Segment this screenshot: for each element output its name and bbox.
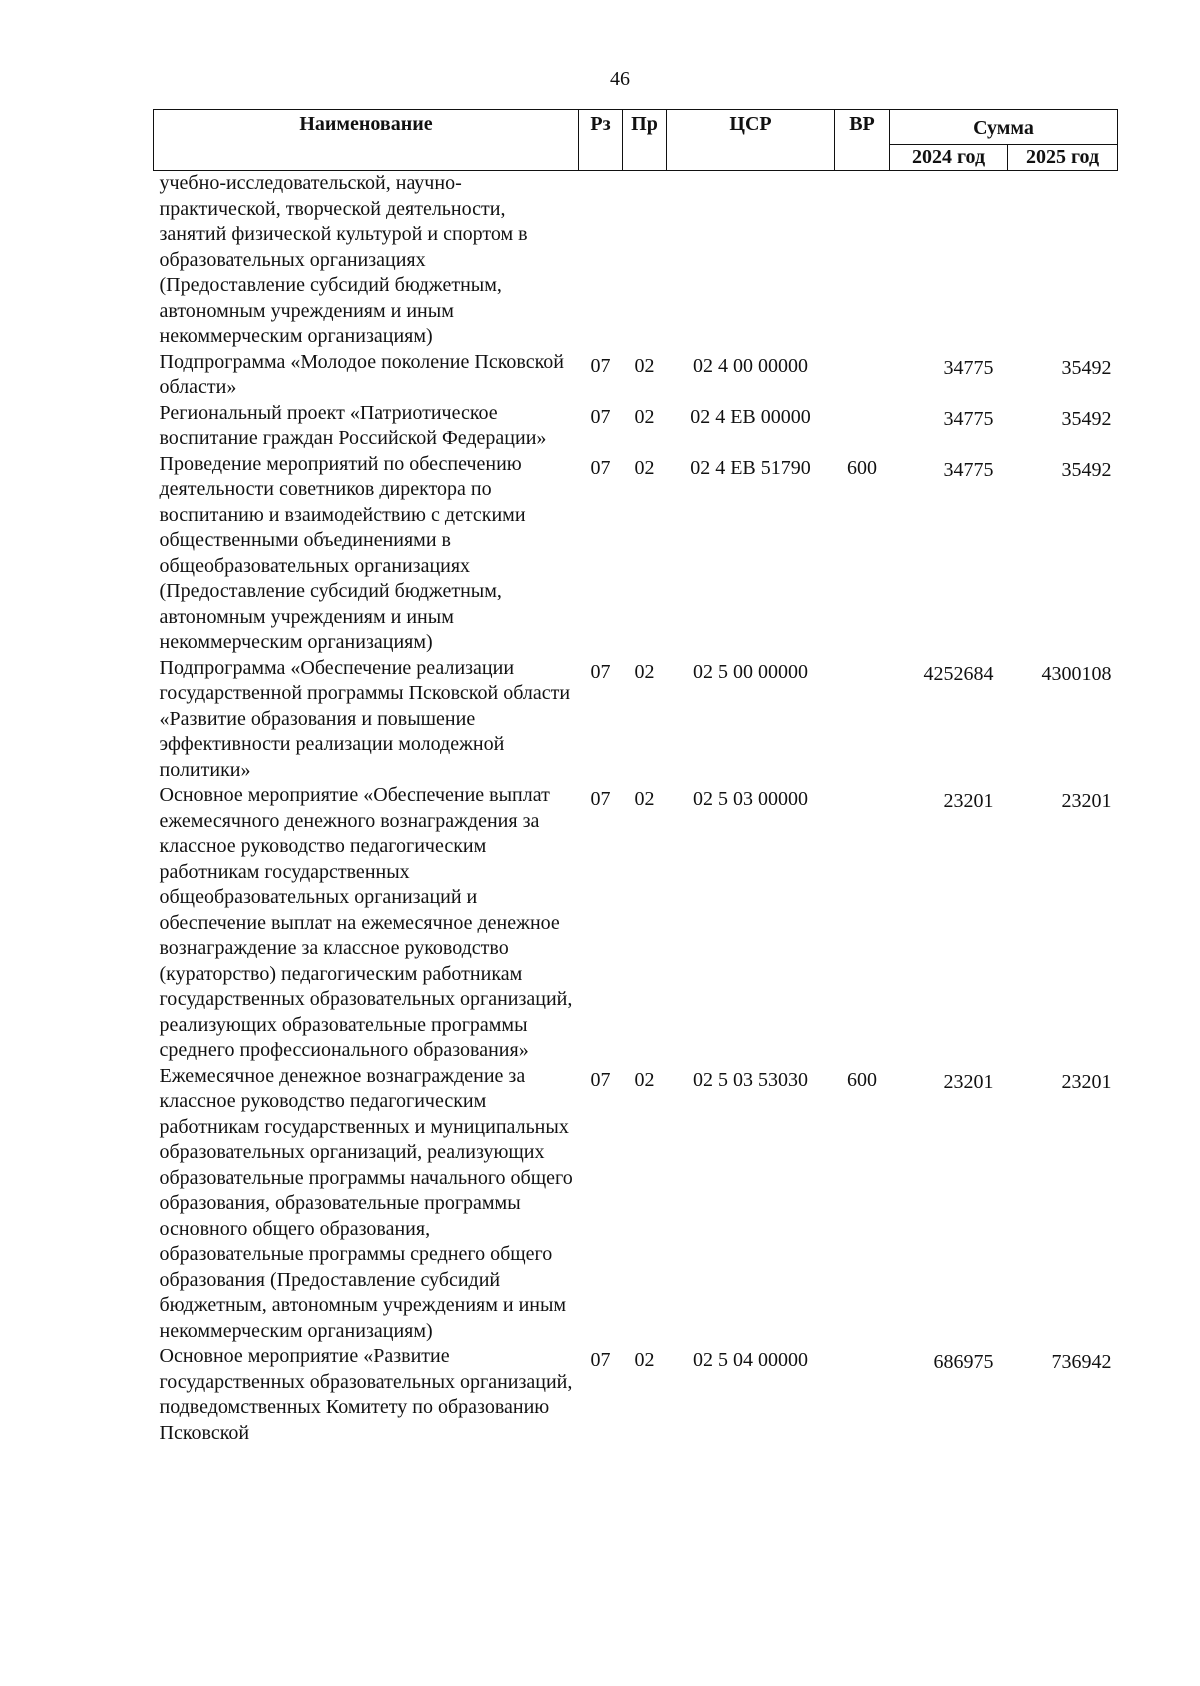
table-row — [154, 350, 1118, 401]
row-csr: 02 4 00 00000 — [693, 354, 808, 377]
header-year-2024: 2024 год — [890, 144, 1008, 171]
row-sum-2025: 4300108 — [1041, 662, 1112, 685]
row-sum-2024: 23201 — [943, 1070, 994, 1093]
row-pr — [623, 171, 667, 350]
row-pr: 02 — [634, 456, 655, 479]
row-name: Ежемесячное денежное вознаграждение за классное руководство педагогическим работникам государственных и муниципальных образовательных организаций, реализующих образовательные программы начального общего образования, образовательные программы основного общего образования, образовательные программы среднего общего образования (Предоставление субсидий бюджетным, автономным учреждениям и иным некоммерческим организациям) — [159, 1064, 573, 1342]
row-vr: 600 — [847, 1068, 877, 1091]
row-csr: 02 4 ЕВ 00000 — [690, 405, 811, 428]
row-vr: 600 — [847, 456, 877, 479]
table-row — [154, 401, 1118, 452]
row-pr: 02 — [634, 788, 655, 810]
table-body — [154, 171, 1118, 1447]
header-name: Наименование — [154, 110, 579, 171]
row-sum-2024 — [890, 171, 1008, 350]
header-csr: ЦСР — [667, 110, 835, 171]
row-csr: 02 4 ЕВ 51790 — [690, 456, 811, 479]
row-csr — [667, 171, 835, 350]
row-rz: 07 — [590, 660, 611, 683]
row-pr: 02 — [634, 1349, 655, 1371]
budget-table — [153, 109, 1118, 1446]
header-rz: Рз — [579, 110, 623, 171]
page-number: 46 — [610, 68, 630, 90]
row-sum-2025: 35492 — [1061, 407, 1112, 430]
row-sum-2025 — [1008, 171, 1118, 350]
row-rz: 07 — [590, 354, 611, 377]
row-name: Основное мероприятие «Обеспечение выплат ежемесячного денежного вознаграждения за классное руководство педагогическим работникам государственных общеобразовательных организаций и обеспечение выплат на ежемесячное денежное вознаграждение за классное руководство (кураторство) педагогическим работникам государственных образовательных организаций, реализующих образовательные программы среднего профессионального образования» — [159, 784, 573, 1061]
row-name: учебно-исследовательской, научно-практической, творческой деятельности, занятий физической культурой и спортом в образовательных организациях (Предоставление субсидий бюджетным, автономным учреждениям и иным некоммерческим организациям) — [159, 172, 528, 347]
header-pr: Пр — [623, 110, 667, 171]
row-vr — [835, 350, 890, 401]
row-sum-2024: 34775 — [943, 356, 994, 379]
row-rz — [579, 171, 623, 350]
row-pr: 02 — [634, 660, 655, 683]
row-sum-2025: 736942 — [1051, 1351, 1112, 1373]
row-rz: 07 — [590, 788, 611, 810]
table-row — [154, 656, 1118, 784]
row-sum-2025: 35492 — [1061, 458, 1112, 481]
row-name: Региональный проект «Патриотическое воспитание граждан Российской Федерации» — [159, 401, 547, 449]
table-header — [154, 110, 1118, 171]
row-name: Подпрограмма «Молодое поколение Псковской области» — [159, 350, 565, 398]
row-rz: 07 — [590, 456, 611, 479]
row-name: Проведение мероприятий по обеспечению деятельности советников директора по воспитанию и взаимодействию с детскими общественными объединениями в общеобразовательных организациях (Предоставление субсидий бюджетным, автономным учреждениям и иным некоммерческим организациям) — [159, 452, 526, 653]
row-vr — [835, 1344, 890, 1446]
header-year-2025: 2025 год — [1008, 144, 1118, 171]
row-csr: 02 5 03 00000 — [693, 788, 808, 810]
row-sum-2025: 23201 — [1061, 1070, 1112, 1093]
row-name: Подпрограмма «Обеспечение реализации государственной программы Псковской области «Развитие образования и повышение эффективности реализации молодежной политики» — [159, 656, 571, 781]
row-sum-2024: 34775 — [943, 458, 994, 481]
row-sum-2024: 34775 — [943, 407, 994, 430]
row-rz: 07 — [590, 1068, 611, 1091]
row-vr — [835, 656, 890, 784]
row-csr: 02 5 00 00000 — [693, 660, 808, 683]
row-vr — [835, 401, 890, 452]
header-sum: Сумма — [890, 110, 1118, 145]
row-sum-2025: 23201 — [1061, 790, 1112, 812]
row-pr: 02 — [634, 405, 655, 428]
header-vr: ВР — [835, 110, 890, 171]
table-row — [154, 783, 1118, 1064]
table-row — [154, 452, 1118, 656]
row-pr: 02 — [634, 354, 655, 377]
row-sum-2025: 35492 — [1061, 356, 1112, 379]
table-row — [154, 1064, 1118, 1345]
table-row — [154, 1344, 1118, 1446]
row-vr — [835, 783, 890, 1064]
row-sum-2024: 686975 — [933, 1351, 994, 1373]
table-row — [154, 171, 1118, 350]
row-csr: 02 5 04 00000 — [693, 1349, 808, 1371]
row-name: Основное мероприятие «Развитие государственных образовательных организаций, подведомственных Комитету по образованию Псковской — [159, 1345, 573, 1444]
row-vr — [835, 171, 890, 350]
row-pr: 02 — [634, 1068, 655, 1091]
row-rz: 07 — [590, 405, 611, 428]
row-sum-2024: 4252684 — [923, 662, 994, 685]
row-sum-2024: 23201 — [943, 790, 994, 812]
row-csr: 02 5 03 53030 — [693, 1068, 808, 1091]
row-rz: 07 — [590, 1349, 611, 1371]
